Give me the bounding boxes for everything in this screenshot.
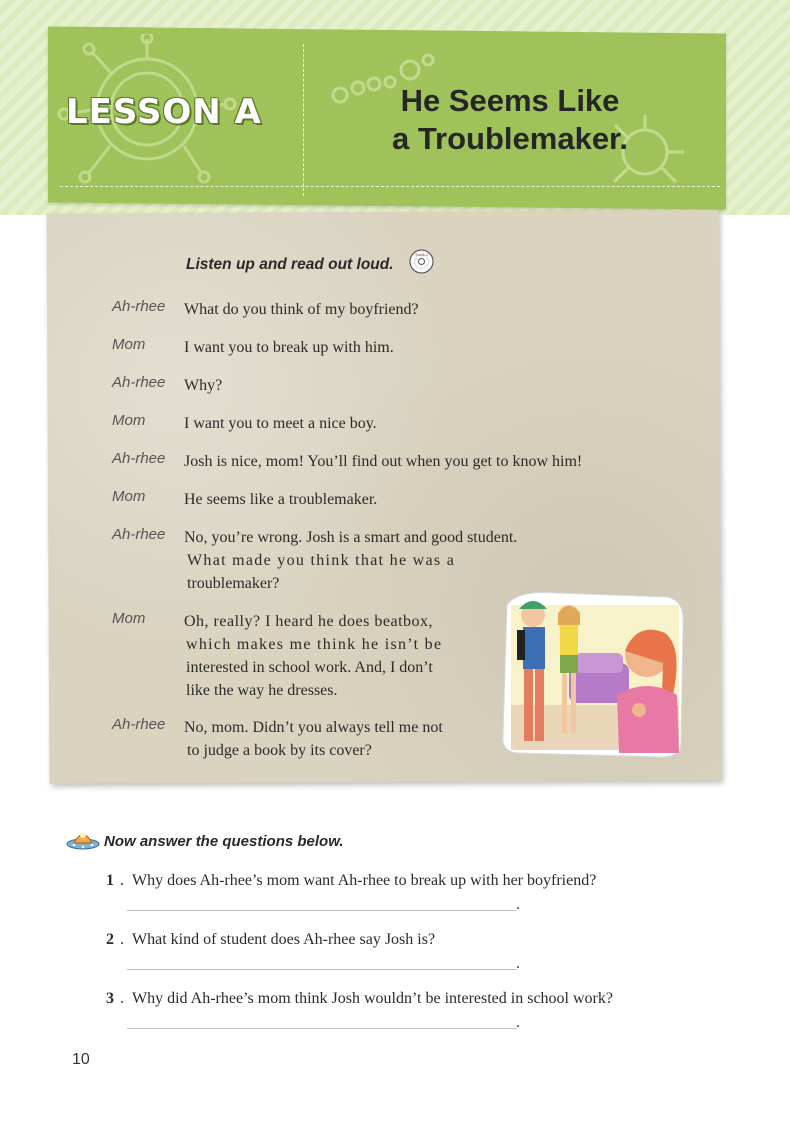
ufo-icon [66, 826, 100, 854]
line-text-row: What made you think that he was a [187, 552, 456, 569]
line-text: I want you to meet a nice boy. [184, 415, 377, 432]
answer-line-end: . [516, 1014, 520, 1031]
speaker-name: Mom [112, 610, 146, 627]
line-text-row: troublemaker? [187, 575, 280, 592]
cd-label: Track 1 [414, 252, 429, 257]
answer-line-end: . [516, 896, 520, 913]
question-number: 1 [106, 872, 114, 889]
line-text: Josh is nice, mom! You’ll find out when you get to know him! [184, 453, 583, 470]
question-item [106, 872, 596, 890]
listen-instruction: Listen up and read out loud. [186, 256, 394, 273]
title-line-1: He Seems Like [400, 83, 620, 118]
lesson-title [330, 82, 690, 158]
answer-line[interactable] [127, 910, 517, 911]
question-text: Why did Ah-rhee’s mom think Josh wouldn’t be interested in school work? [132, 990, 613, 1007]
question-number: 2 [106, 931, 114, 948]
line-text: I want you to break up with him. [184, 339, 394, 356]
answer-line[interactable] [127, 1028, 517, 1029]
question-item [106, 931, 435, 949]
answer-line[interactable] [127, 969, 517, 970]
question-number-dot: . [120, 931, 124, 948]
speaker-name: Mom [112, 412, 146, 429]
line-text-row: Oh, really? I heard he does beatbox, [184, 613, 434, 630]
line-text [184, 716, 443, 762]
lesson-label: LESSON A [66, 92, 262, 132]
question-number-dot: . [120, 872, 124, 889]
banner-bottom-line [60, 186, 720, 187]
banner-divider [303, 44, 304, 196]
question-item [106, 990, 613, 1008]
speaker-name: Mom [112, 488, 146, 505]
line-text-row: No, mom. Didn’t you always tell me not [184, 719, 443, 736]
question-text: Why does Ah-rhee’s mom want Ah-rhee to break up with her boyfriend? [132, 872, 597, 889]
line-text: Why? [184, 377, 223, 394]
speaker-name: Ah-rhee [112, 450, 166, 467]
page-number: 10 [72, 1051, 90, 1068]
speaker-name: Mom [112, 336, 146, 353]
line-text [184, 526, 517, 595]
speaker-name: Ah-rhee [112, 298, 166, 315]
question-number-dot: . [120, 990, 124, 1007]
speaker-name: Ah-rhee [112, 716, 166, 733]
line-text-row: which makes me think he isn’t be [186, 636, 443, 653]
line-text-row: to judge a book by its cover? [187, 742, 372, 759]
line-text-row: interested in school work. And, I don’t [186, 659, 433, 676]
line-text [184, 610, 442, 702]
line-text-row: like the way he dresses. [186, 682, 338, 699]
speaker-name: Ah-rhee [112, 526, 166, 543]
line-text-row: No, you’re wrong. Josh is a smart and good student. [184, 529, 518, 546]
answer-line-end: . [516, 955, 520, 972]
speaker-name: Ah-rhee [112, 374, 166, 391]
family-illustration [497, 585, 687, 760]
line-text: He seems like a troublemaker. [184, 491, 378, 508]
question-number: 3 [106, 990, 114, 1007]
cd-track-icon[interactable] [409, 249, 434, 274]
line-text: What do you think of my boyfriend? [184, 301, 419, 318]
question-text: What kind of student does Ah-rhee say Josh is? [132, 931, 436, 948]
questions-instruction: Now answer the questions below. [104, 833, 344, 850]
title-line-2: a Troublemaker. [391, 121, 629, 156]
